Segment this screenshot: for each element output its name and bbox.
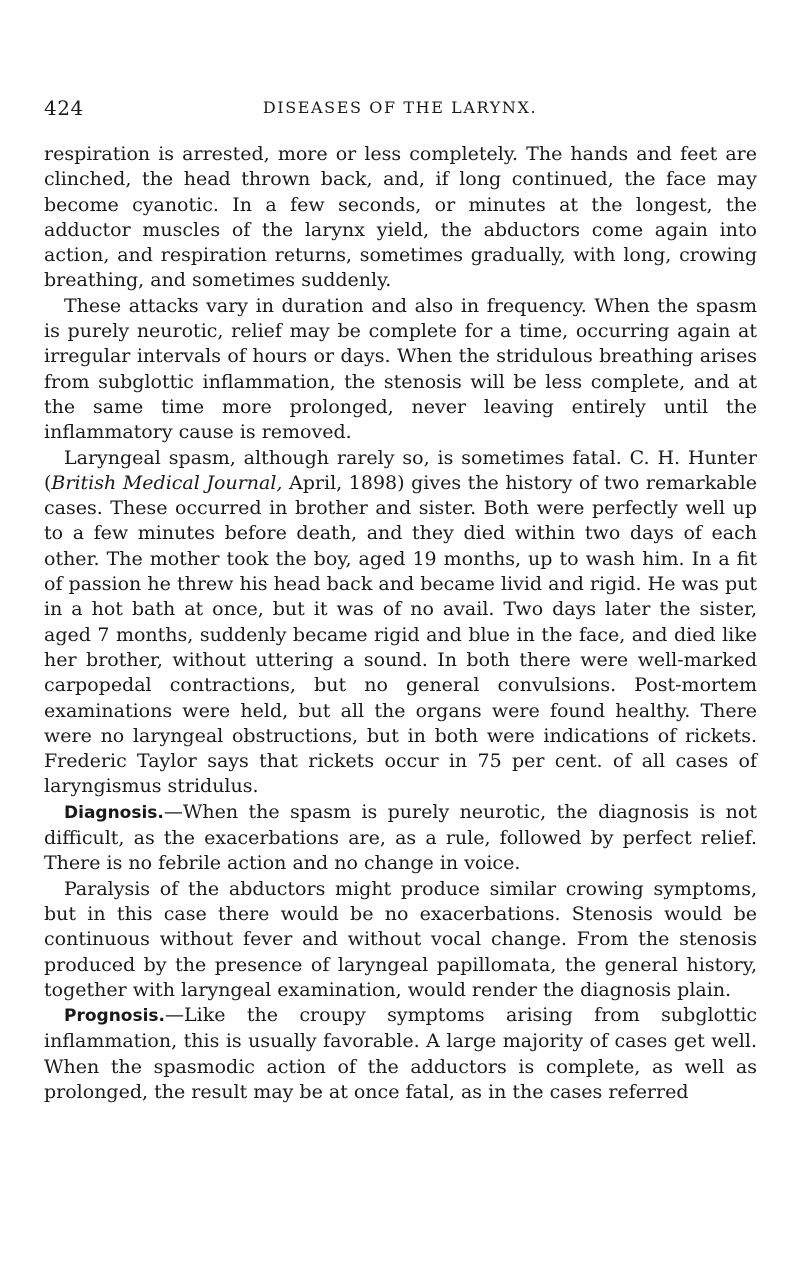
prognosis-text: —Like the croupy symptoms arising from subglottic inflammation, this is usually favorable. A large majority of cases get well. When the spasmodic action of the adductors is complete, as well as prolonged, the result may be at once fatal, as in the cases referred	[44, 1004, 757, 1103]
journal-title: British Medical Journal,	[51, 471, 283, 494]
paragraph-prognosis	[44, 1003, 757, 1105]
paragraph-attacks: These attacks vary in duration and also in frequency. When the spasm is purely neurotic, relief may be complete for a time, occurring again at irregular intervals of hours or days. When the stridulous breathing arises from subglottic inflammation, the stenosis will be less complete, and at the same time more prolonged, never leaving entirely until the inflammatory cause is removed.	[44, 294, 757, 444]
paragraph-fatal-cases-body: April, 1898) gives the history of two remarkable cases. These occurred in brother and sister. Both were perfectly well up to a few minutes before death, and they died within two days of each other. The mother took the boy, aged 19 months, up to wash him. In a fit of passion he threw his head back and became livid and rigid. He was put in a hot bath at once, but it was of no avail. Two days later the sister, aged 7 months, suddenly became rigid and blue in the face, and died like her brother, without uttering a sound. In both there were well-marked carpopedal contractions, but no general convulsions. Post-mortem examinations were held, but all the organs were found healthy. There were no laryngeal obstructions, but in both were indications of rickets. Frederic Taylor says that rickets occur in 75 per cent. of all cases of laryngismus stridulus.	[44, 471, 757, 798]
prognosis-heading: Prognosis.	[64, 1006, 165, 1027]
paragraph-diagnosis	[44, 800, 757, 877]
running-head: DISEASES OF THE LARYNX.	[262, 98, 538, 117]
body-text	[44, 142, 757, 1105]
paragraph-paralysis: Paralysis of the abductors might produce similar crowing symptoms, but in this case there would be no exacerbations. Stenosis would be continuous without fever and without vocal change. From the stenosis produced by the presence of laryngeal papillomata, the general history, together with laryngeal examination, would render the diagnosis plain.	[44, 877, 757, 1001]
diagnosis-heading: Diagnosis.	[64, 802, 164, 823]
page-number: 424	[44, 96, 84, 120]
paragraph-fatal-cases	[44, 446, 757, 800]
paragraph-fatal-cases-intro: Laryngeal spasm, although rarely so, is sometimes fatal. C. H. Hunter (	[44, 446, 757, 494]
paragraph-continued: respiration is arrested, more or less completely. The hands and feet are clinched, the head thrown back, and, if long continued, the face may become cyanotic. In a few seconds, or minutes at the longest, the adductor muscles of the larynx yield, the abductors come again into action, and respiration returns, sometimes gradually, with long, crowing breathing, and sometimes suddenly.	[44, 143, 757, 292]
page-header	[44, 96, 756, 126]
diagnosis-text: —When the spasm is purely neurotic, the diagnosis is not difficult, as the exacerbations are, as a rule, followed by perfect relief. There is no febrile action and no change in voice.	[44, 800, 757, 875]
